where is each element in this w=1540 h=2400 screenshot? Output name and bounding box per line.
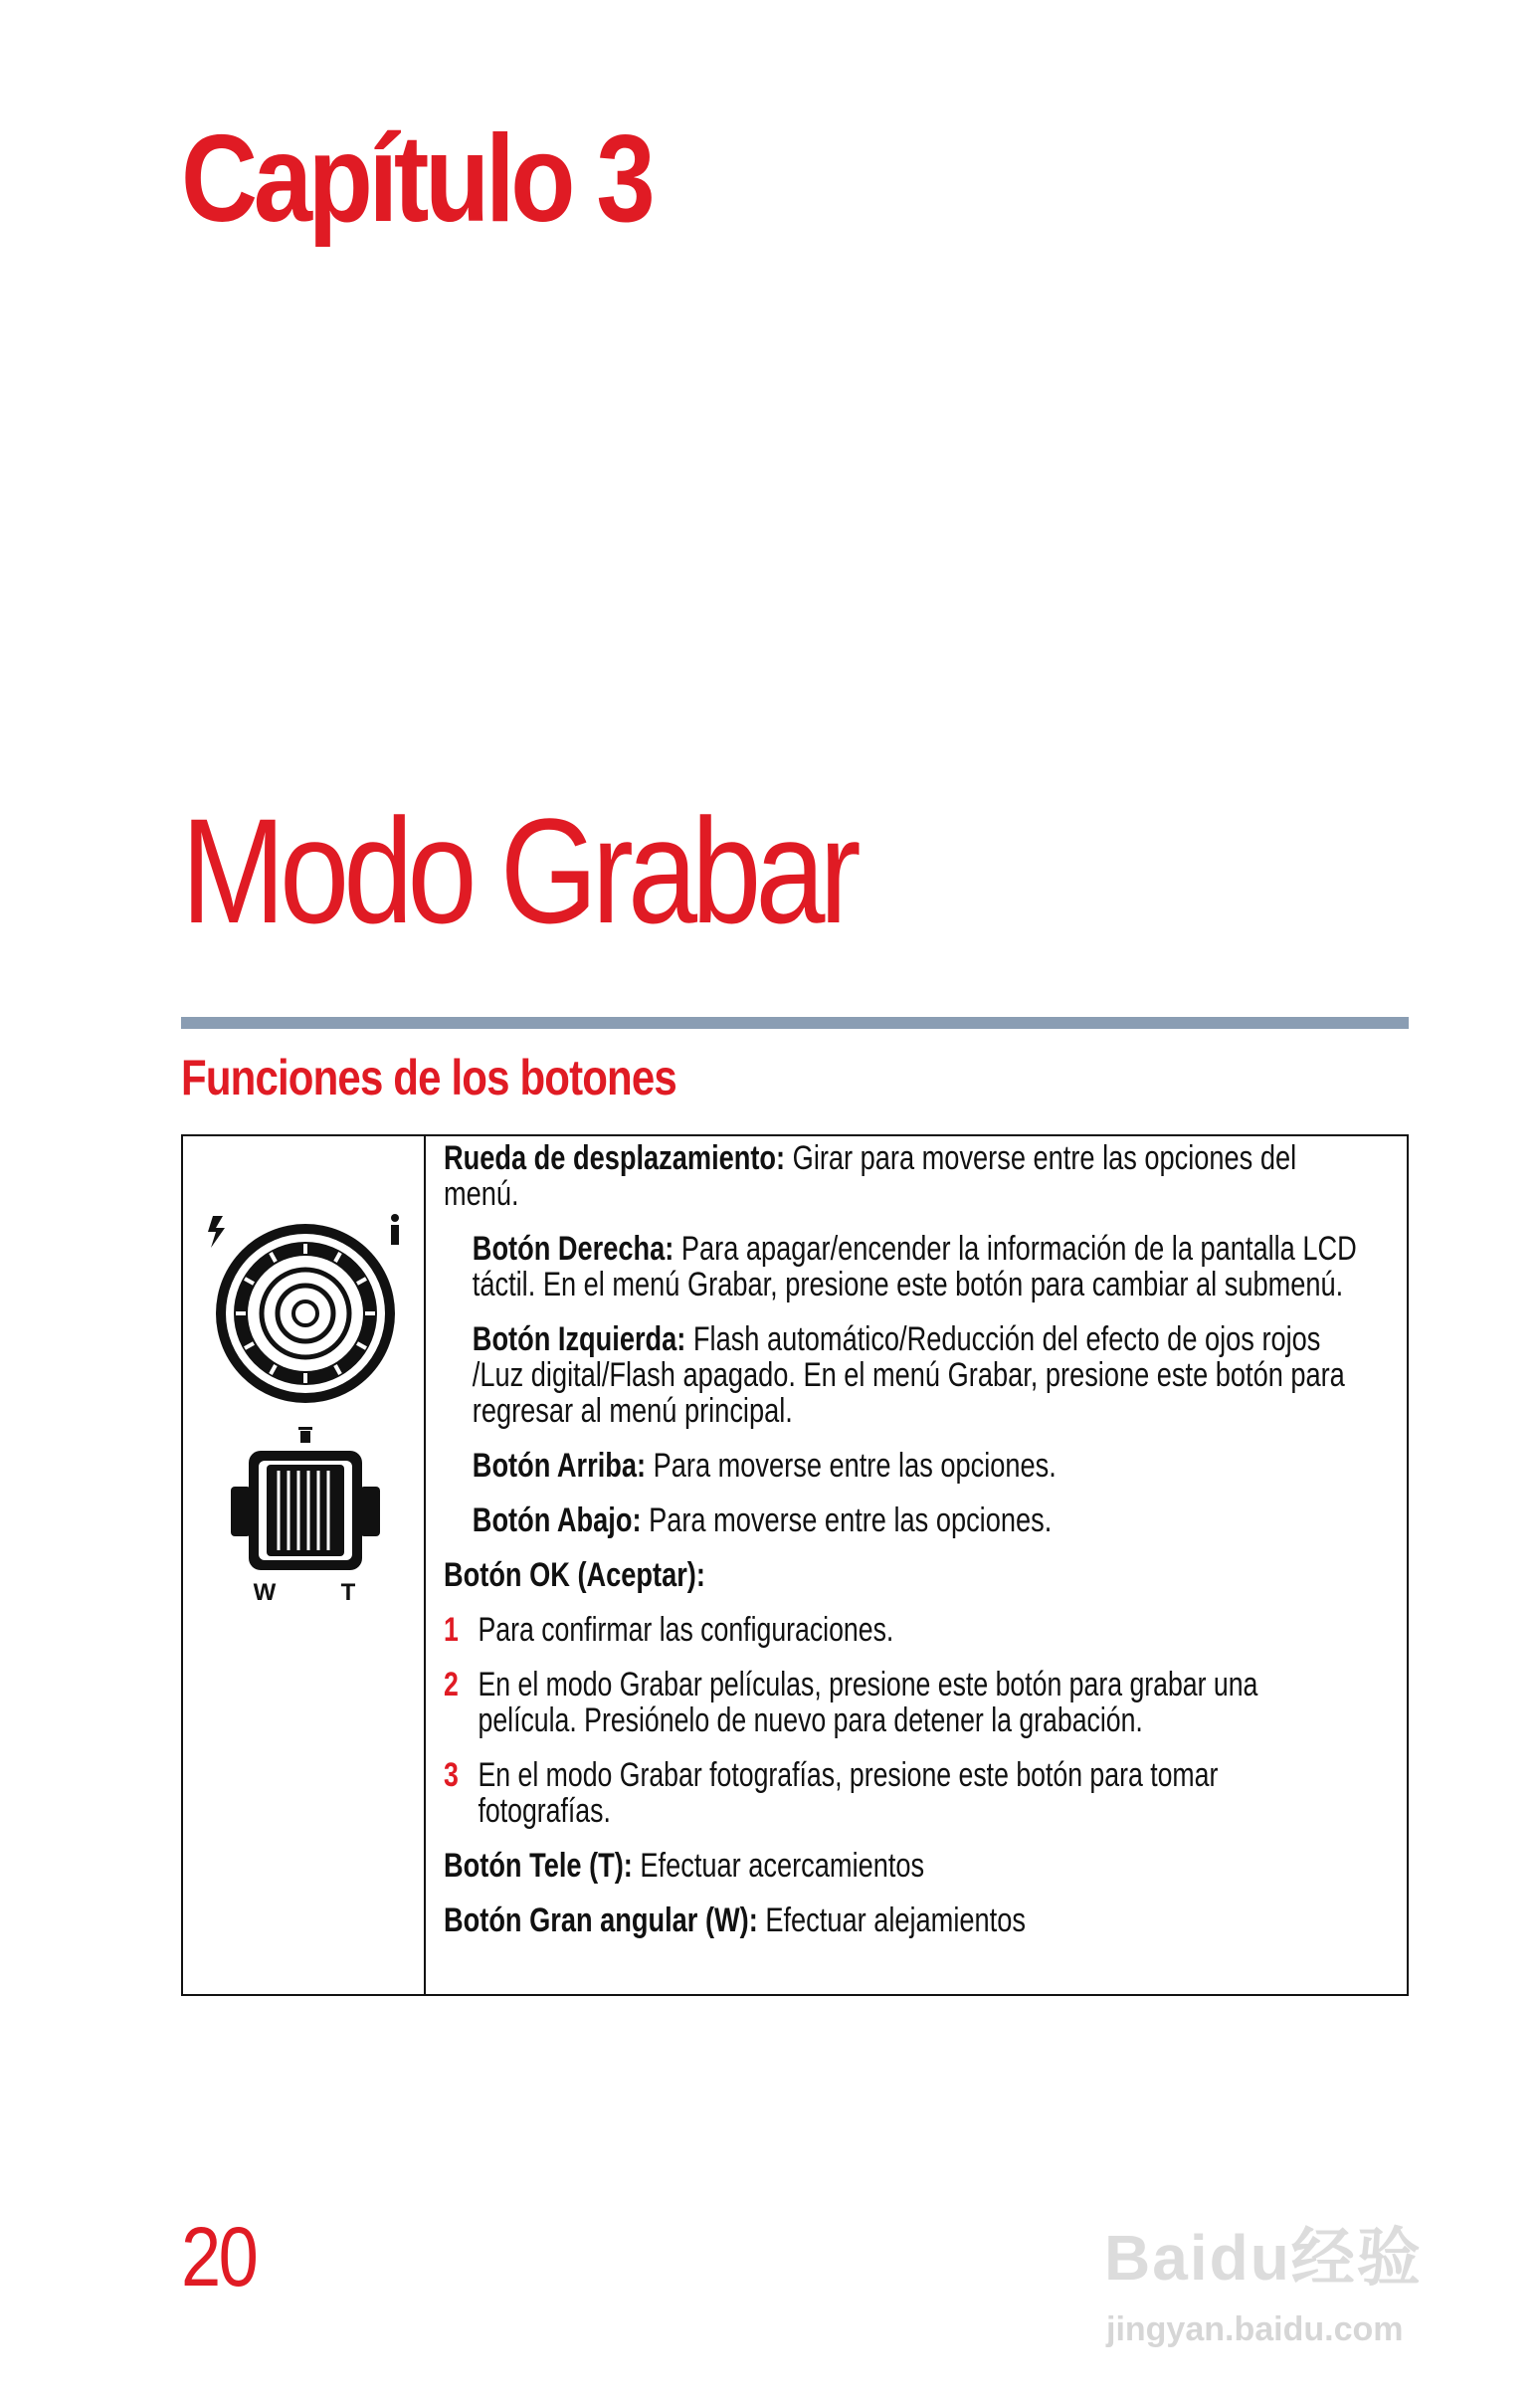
scroll-wheel-entry: Rueda de desplazamiento: Girar para moverse entre las opciones del menú. [444, 1139, 1297, 1213]
scroll-wheel-icon [216, 1224, 395, 1403]
left-button-entry: Botón Izquierda: Flash automático/Reducción del efecto de ojos rojos /Luz digital/Flash apagado. En el menú Grabar, presione este botón para regresar al menú principal. [472, 1320, 1345, 1430]
info-icon [391, 1214, 399, 1245]
right-button-entry: Botón Derecha: Para apagar/encender la información de la pantalla LCD táctil. En el menú Grabar, presione este botón para cambiar al submenú. [472, 1230, 1357, 1303]
page-number: 20 [181, 2210, 257, 2303]
zoom-lever-icon [231, 1451, 380, 1570]
ok-steps-list [444, 1612, 1356, 1829]
tele-button-entry: Botón Tele (T): Efectuar acercamientos [444, 1847, 925, 1885]
list-item: 1 Para confirmar las configuraciones. [444, 1611, 894, 1649]
watermark-url: jingyan.baidu.com [1106, 2310, 1404, 2348]
up-button-entry: Botón Arriba: Para moverse entre las opciones. [472, 1447, 1057, 1485]
subheading: Funciones de los botones [181, 1050, 676, 1105]
trash-icon [298, 1427, 312, 1443]
wide-label: W [253, 1579, 277, 1606]
ok-button-entry: Botón OK (Aceptar): [444, 1556, 705, 1594]
watermark-logo: Baidu经验 [1104, 2222, 1423, 2294]
wide-button-entry: Botón Gran angular (W): Efectuar alejamientos [444, 1901, 1026, 1939]
chapter-title: Capítulo 3 [181, 110, 652, 248]
list-item: 2 En el modo Grabar películas, presione este botón para grabar una película. Presiónelo de nuevo para detener la grabación. [444, 1666, 1258, 1739]
button-functions-table [181, 1134, 1409, 1996]
tele-label: T [340, 1579, 356, 1606]
section-divider [181, 1017, 1409, 1029]
down-button-entry: Botón Abajo: Para moverse entre las opciones. [472, 1501, 1053, 1539]
button-descriptions [444, 1140, 1399, 1957]
flash-icon [208, 1216, 225, 1248]
camera-controls-figure [203, 1202, 412, 1680]
list-item: 3 En el modo Grabar fotografías, presione este botón para tomar fotografías. [444, 1756, 1219, 1830]
section-title: Modo Grabar [181, 787, 856, 954]
camera-controls-illustration [183, 1136, 426, 1994]
